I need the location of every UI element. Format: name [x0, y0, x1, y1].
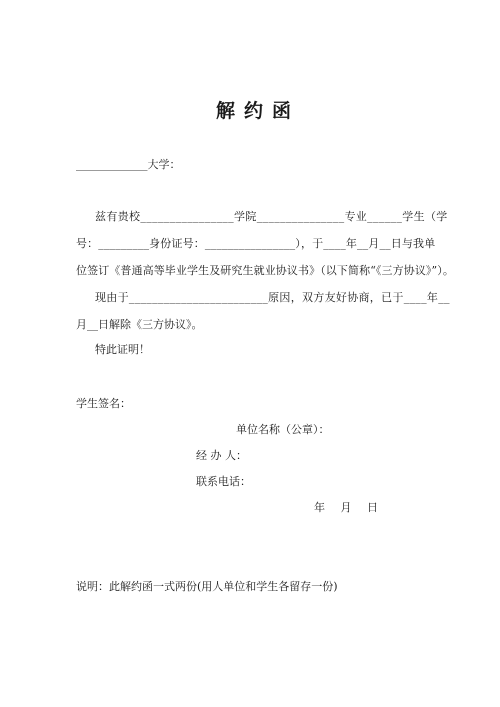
paragraph-1-line-1: 兹有贵校________________学院_______________专业______学生（学 — [95, 210, 448, 223]
paragraph-1-line-2: 号：_________身份证号：________________），于____年__月__日与我单 — [76, 237, 436, 250]
unit-name-label: 单位名称（公章）： — [236, 423, 330, 436]
phone-label: 联系电话： — [196, 475, 251, 488]
document-title: 解约函 — [215, 100, 300, 122]
handler-label: 经 办 人： — [196, 449, 247, 462]
student-signature-label: 学生签名： — [76, 397, 131, 410]
university-line: _____________大学： — [76, 158, 181, 171]
certification-statement: 特此证明！ — [95, 343, 150, 356]
paragraph-2-line-1: 现由于________________________原因，双方友好协商，已于____年__ — [95, 291, 450, 304]
date-label: 年 月 日 — [314, 501, 384, 514]
footnote: 说明：此解约函一式两份(用人单位和学生各留存一份) — [76, 580, 338, 593]
paragraph-1-line-3: 位签订《普通高等毕业学生及研究生就业协议书》（以下简称“《三方协议》”）。 — [76, 264, 454, 277]
paragraph-2-line-2: 月__日解除《三方协议》。 — [76, 318, 203, 331]
